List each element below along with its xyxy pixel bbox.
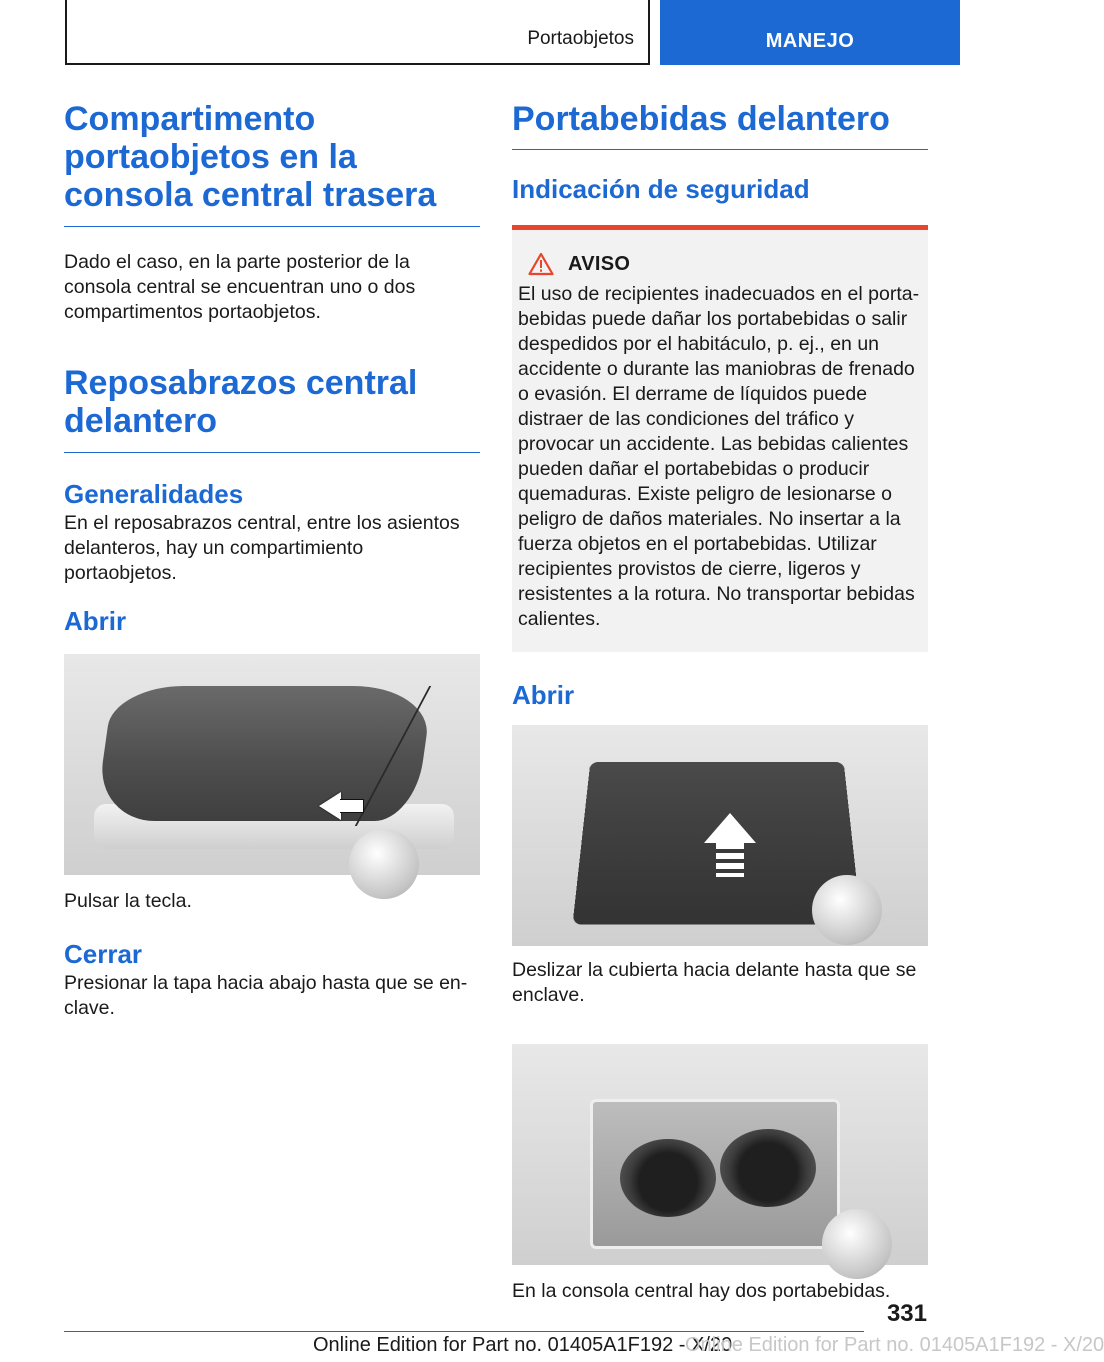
header-section-box [65,0,650,65]
cupholder-title: Portabebidas delantero [512,100,928,150]
safety-heading: Indicación de seguridad [512,174,810,204]
arrow-left-icon [319,792,341,820]
cup-right-shape [720,1129,816,1207]
warning-body: El uso de recipientes inadecuados en el portabebidas puede dañar los portabebidas o salir despedidos por el habitáculo, p. ej., en un accidente o durante las maniobras de frenado o evasión. El derrame de líquidos puede distraer de las condiciones del tráfico y provocar un accidente. Las bebidas calientes pueden dañar el portabebidas o producir quemaduras. Existe peligro de lesionarse o peligro de daños materiales. No insertar a la fuerza objetos en el portabebidas. Utilizar recipientes provistos de cierre, ligeros y resistentes a la rotura. No transportar bebidas calientes. [518,283,920,630]
knob-shape [349,829,419,899]
knob-shape-cups [822,1209,892,1279]
close-body: Presionar la tapa hacia abajo hasta que se enclave. [64,972,468,1019]
arrow-up-bars [716,843,744,877]
header-chapter-tab: MANEJO [660,0,960,65]
cup-left-shape [620,1139,716,1217]
header-section-title: Portaobjetos [527,28,634,49]
open-heading-left: Abrir [64,606,127,636]
armrest-image [64,654,480,875]
left-column [64,100,480,1021]
warning-triangle-icon [528,252,554,276]
rear-console-body: Dado el caso, en la parte posterior de la consola central se encuentran uno o dos compartimentos portaobjetos. [64,251,416,323]
general-body: En el reposabrazos central, entre los asientos delanteros, hay un compartimiento portaobjetos. [64,512,460,584]
rear-console-title: Compartimento portaobjetos en la consola central trasera [64,100,480,227]
warning-label: AVISO [568,252,631,275]
footer-rule [64,1331,864,1332]
arrow-left-tail [340,799,364,813]
page-number: 331 [886,1300,927,1327]
footer-watermark: Online Edition for Part no. 01405A1F192 - X/20 [685,1334,1104,1356]
warning-header [528,252,920,276]
close-heading: Cerrar [64,939,143,969]
warning-box [512,225,928,652]
console-slide-image [512,725,928,946]
open-caption-left: Pulsar la tecla. [64,890,192,912]
cupholders-image [512,1044,928,1265]
cups-caption: En la consola central hay dos portabebidas. [512,1280,891,1302]
knob-shape-right [812,875,882,945]
armrest-title: Reposabrazos central delantero [64,364,480,453]
right-column [512,100,928,1304]
footer-edition: Online Edition for Part no. 01405A1F192 - X/20 [313,1334,733,1356]
general-heading: Generalidades [64,479,244,509]
arrow-up-icon [704,813,756,843]
slide-caption: Deslizar la cubierta hacia delante hasta que se enclave. [512,959,917,1006]
open-heading-right: Abrir [512,680,575,710]
